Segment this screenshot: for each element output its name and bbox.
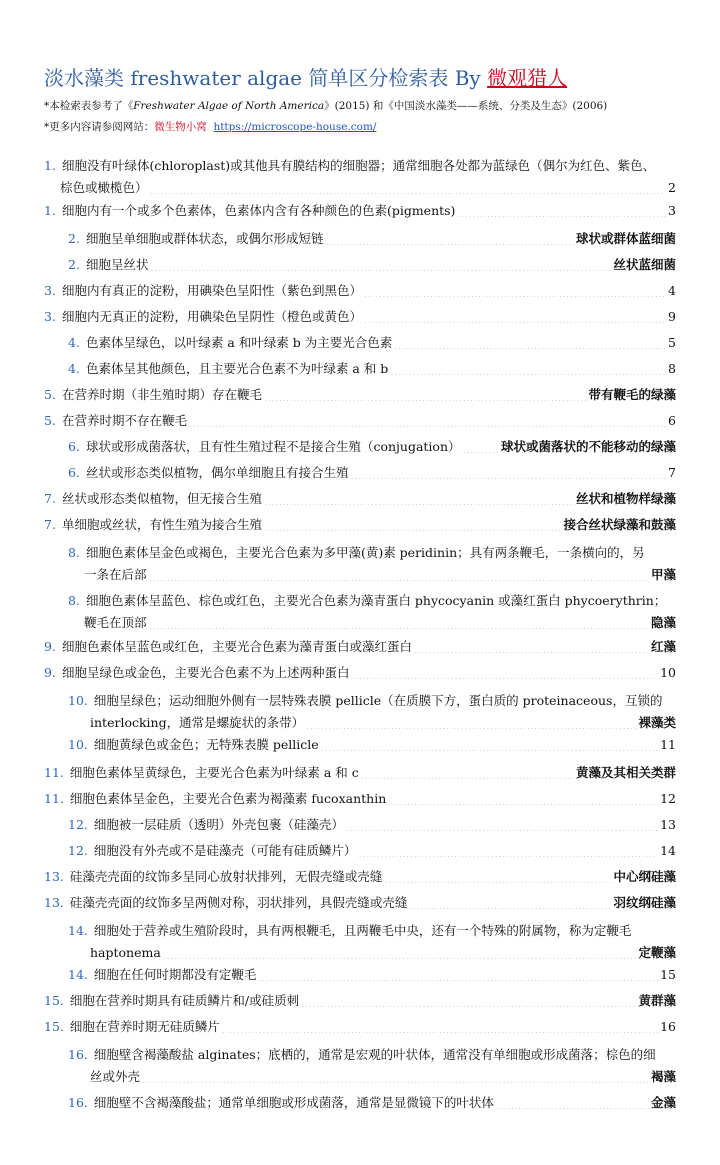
key-entry — [44, 514, 676, 536]
entry-text: 细胞没有叶绿体(chloroplast)或其他具有膜结构的细胞器；通常细胞各处都为蓝绿色（偶尔为红色、紫色、 — [61, 158, 656, 173]
entry-result: 金藻 — [650, 1095, 676, 1110]
entry-text: 细胞壁不含褐藻酸盐；通常单细胞或形成菌落，通常是显微镜下的叶状体 — [93, 1095, 494, 1110]
entry-text: 细胞在营养时期无硅质鳞片 — [69, 1019, 220, 1034]
key-entry — [44, 384, 676, 406]
entry-number: 15. — [44, 993, 64, 1008]
key-entry — [44, 990, 676, 1012]
leader-dots — [150, 180, 667, 194]
leader-dots — [301, 993, 636, 1007]
leader-dots — [384, 869, 611, 883]
leader-dots — [364, 309, 666, 323]
key-entry — [68, 542, 676, 586]
entry-result[interactable]: 15 — [660, 967, 676, 982]
entry-result[interactable]: 3 — [668, 203, 676, 218]
leader-dots — [142, 1069, 649, 1083]
entry-text: 色素体呈绿色，以叶绿素 a 和叶绿素 b 为主要光合色素 — [85, 335, 393, 350]
entry-number: 13. — [44, 895, 64, 910]
key-entry — [44, 866, 676, 888]
entry-text-continued: 丝或外壳 — [90, 1069, 141, 1084]
entry-text: 细胞色素体呈金色，主要光合色素为褐藻素 fucoxanthin — [69, 791, 387, 806]
leader-dots — [150, 257, 611, 271]
key-entry — [68, 964, 676, 986]
key-entry — [68, 590, 676, 634]
entry-number: 11. — [44, 765, 64, 780]
author-brand-link[interactable]: 微观猎人 — [487, 66, 568, 90]
entry-result[interactable]: 7 — [668, 465, 676, 480]
entry-text: 细胞在营养时期具有硅质鳞片和/或硅质刺 — [69, 993, 300, 1008]
key-entry — [44, 410, 676, 432]
key-entry — [68, 920, 676, 964]
entry-text: 单细胞或丝状，有性生殖为接合生殖 — [61, 517, 262, 532]
key-entry — [68, 462, 676, 484]
entry-result: 球状或群体蓝细菌 — [575, 231, 676, 246]
entry-text: 细胞没有外壳或不是硅藻壳（可能有硅质鳞片） — [93, 843, 357, 858]
entry-result[interactable]: 4 — [668, 283, 676, 298]
title-text: 淡水藻类 freshwater algae 简单区分检索表 By — [44, 66, 488, 90]
entry-number: 8. — [68, 545, 80, 560]
key-entry — [68, 814, 676, 836]
entry-number: 6. — [68, 439, 80, 454]
entry-text: 丝状或形态类似植物，偶尔单细胞且有接合生殖 — [85, 465, 349, 480]
leader-dots — [258, 967, 658, 981]
reference-note: *本检索表参考了《Freshwater Algae of North America》(2015) 和《中国淡水藻类——系统、分类及生态》(2006) — [44, 100, 608, 112]
leader-dots — [394, 335, 666, 349]
entry-result: 球状或菌落状的不能移动的绿藻 — [500, 439, 676, 454]
leader-dots — [364, 283, 666, 297]
entry-text: 在营养时期不存在鞭毛 — [61, 413, 187, 428]
leader-dots — [351, 665, 658, 679]
entry-number: 4. — [68, 335, 80, 350]
key-entry — [68, 332, 676, 354]
entry-result: 黄群藻 — [638, 993, 676, 1008]
entry-text: 细胞内有一个或多个色素体，色素体内含有各种颜色的色素(pigments) — [61, 203, 456, 218]
entry-number: 1. — [44, 158, 56, 173]
entry-text: 硅藻壳壳面的纹饰多呈两侧对称，羽状排列，具假壳缝或壳缝 — [69, 895, 408, 910]
entry-text-continued: 棕色或橄榄色） — [60, 180, 148, 195]
leader-dots — [409, 895, 611, 909]
key-entry — [44, 662, 676, 684]
entry-number: 1. — [44, 203, 56, 218]
entry-text: 细胞黄绿色或金色；无特殊表膜 pellicle — [93, 737, 319, 752]
entry-number: 2. — [68, 231, 80, 246]
entry-number: 16. — [68, 1047, 88, 1062]
entry-text: 细胞色素体呈蓝色、棕色或红色，主要光合色素为藻青蛋白 phycocyanin 或藻红蛋白 phycoerythrin； — [85, 593, 667, 608]
leader-dots — [163, 945, 637, 959]
entry-text-continued: 鞭毛在顶部 — [84, 615, 147, 630]
entry-result[interactable]: 5 — [668, 335, 676, 350]
leader-dots — [346, 817, 658, 831]
key-entry — [44, 788, 676, 810]
entry-text: 球状或形成菌落状，且有性生殖过程不是接合生殖（conjugation） — [85, 439, 461, 454]
entry-number: 3. — [44, 309, 56, 324]
entry-text: 细胞呈丝状 — [85, 257, 149, 272]
entry-result[interactable]: 11 — [660, 737, 676, 752]
entry-number: 8. — [68, 593, 80, 608]
leader-dots — [496, 1095, 649, 1109]
key-entry — [68, 840, 676, 862]
entry-result: 羽纹纲硅藻 — [613, 895, 676, 910]
entry-number: 13. — [44, 869, 64, 884]
entry-result[interactable]: 14 — [660, 843, 676, 858]
entry-text: 丝状或形态类似植物，但无接合生殖 — [61, 491, 262, 506]
key-entry — [44, 892, 676, 914]
key-entry — [44, 200, 676, 222]
entry-result: 中心纲硅藻 — [613, 869, 676, 884]
entry-text: 细胞在任何时期都没有定鞭毛 — [93, 967, 257, 982]
page-title — [44, 62, 567, 91]
entry-number: 14. — [68, 923, 88, 938]
leader-dots — [264, 491, 574, 505]
entry-text: 细胞呈绿色；运动细胞外侧有一层特殊表膜 pellicle（在质膜下方，蛋白质的 proteinaceous，互锁的 — [93, 693, 663, 708]
entry-text: 细胞处于营养或生殖阶段时，具有两根鞭毛，且两鞭毛中央，还有一个特殊的附属物，称为定鞭毛 — [93, 923, 632, 938]
entry-result: 带有鞭毛的绿藻 — [588, 387, 676, 402]
entry-text: 细胞呈绿色或金色，主要光合色素不为上述两种蛋白 — [61, 665, 350, 680]
entry-result: 丝状蓝细菌 — [613, 257, 676, 272]
key-entry — [68, 228, 676, 250]
entry-number: 10. — [68, 737, 88, 752]
leader-dots — [414, 639, 649, 653]
entry-number: 5. — [44, 413, 56, 428]
entry-result: 甲藻 — [650, 567, 676, 582]
entry-result[interactable]: 6 — [668, 413, 676, 428]
leader-dots — [222, 1019, 658, 1033]
entry-result[interactable]: 2 — [668, 180, 676, 195]
entry-result: 红藻 — [650, 639, 676, 654]
entry-text: 细胞壁含褐藻酸盐 alginates；底栖的，通常是宏观的叶状体，通常没有单细胞或形成菌落；棕色的细 — [93, 1047, 656, 1062]
entry-result[interactable]: 12 — [660, 791, 676, 806]
key-entry — [68, 436, 676, 458]
key-entry — [68, 690, 676, 734]
entry-number: 11. — [44, 791, 64, 806]
entry-result: 定鞭藻 — [638, 945, 676, 960]
entry-result[interactable]: 13 — [660, 817, 676, 832]
entry-text: 细胞被一层硅质（透明）外壳包裹（硅藻壳） — [93, 817, 344, 832]
entry-number: 10. — [68, 693, 88, 708]
key-entry — [44, 762, 676, 784]
key-entry — [44, 306, 676, 328]
entry-number: 4. — [68, 361, 80, 376]
entry-text: 细胞内有真正的淀粉，用碘染色呈阳性（紫色到黑色） — [61, 283, 362, 298]
key-entry — [44, 636, 676, 658]
entry-result[interactable]: 10 — [660, 665, 676, 680]
entry-text: 细胞色素体呈黄绿色，主要光合色素为叶绿素 a 和 c — [69, 765, 359, 780]
entry-number: 3. — [44, 283, 56, 298]
book-title: Freshwater Algae of North America — [133, 100, 325, 112]
leader-dots — [149, 567, 649, 581]
leader-dots — [321, 737, 658, 751]
entry-result: 褐藻 — [650, 1069, 676, 1084]
site-url-link[interactable]: https://microscope-house.com/ — [213, 121, 377, 133]
entry-text: 色素体呈其他颜色，且主要光合色素不为叶绿素 a 和 b — [85, 361, 389, 376]
entry-result: 隐藻 — [650, 615, 676, 630]
key-entry — [44, 488, 676, 510]
entry-number: 7. — [44, 491, 56, 506]
entry-text: 在营养时期（非生殖时期）存在鞭毛 — [61, 387, 262, 402]
entry-number: 6. — [68, 465, 80, 480]
entry-text: 细胞色素体呈金色或褐色，主要光合色素为多甲藻(黄)素 peridinin；具有两条鞭毛，一条横向的，另 — [85, 545, 645, 560]
key-entry — [68, 358, 676, 380]
entry-number: 7. — [44, 517, 56, 532]
leader-dots — [189, 413, 666, 427]
leader-dots — [388, 791, 658, 805]
entry-text-continued: interlocking，通常是螺旋状的条带） — [90, 715, 305, 730]
key-entry — [68, 254, 676, 276]
leader-dots — [361, 765, 574, 779]
entry-text: 硅藻壳壳面的纹饰多呈同心放射状排列，无假壳缝或壳缝 — [69, 869, 383, 884]
entry-text: 细胞呈单细胞或群体状态，或偶尔形成短链 — [85, 231, 324, 246]
site-name: 微生物小窝 — [154, 121, 207, 133]
website-note: *更多内容请参阅网站：微生物小窝 https://microscope-house.com/ — [44, 121, 377, 133]
leader-dots — [358, 843, 658, 857]
entry-text: 细胞内无真正的淀粉，用碘染色呈阴性（橙色或黄色） — [61, 309, 362, 324]
leader-dots — [390, 361, 666, 375]
leader-dots — [325, 231, 574, 245]
leader-dots — [306, 715, 636, 729]
entry-result: 裸藻类 — [638, 715, 676, 730]
entry-number: 14. — [68, 967, 88, 982]
entry-result[interactable]: 8 — [668, 361, 676, 376]
entry-number: 12. — [68, 817, 88, 832]
entry-text-continued: haptonema — [90, 945, 161, 960]
entry-number: 9. — [44, 639, 56, 654]
key-entry — [68, 1092, 676, 1114]
key-entry — [44, 280, 676, 302]
entry-result: 丝状和植物样绿藻 — [575, 491, 676, 506]
entry-number: 9. — [44, 665, 56, 680]
entry-result[interactable]: 16 — [660, 1019, 676, 1034]
key-entry — [44, 155, 676, 199]
entry-number: 16. — [68, 1095, 88, 1110]
entry-text-continued: 一条在后部 — [84, 567, 147, 582]
entry-result[interactable]: 9 — [668, 309, 676, 324]
leader-dots — [264, 517, 562, 531]
entry-number: 2. — [68, 257, 80, 272]
entry-result: 接合丝状绿藻和鼓藻 — [563, 517, 676, 532]
leader-dots — [463, 439, 499, 453]
entry-number: 15. — [44, 1019, 64, 1034]
key-entry — [44, 1016, 676, 1038]
leader-dots — [264, 387, 587, 401]
key-entry — [68, 734, 676, 756]
key-entry — [68, 1044, 676, 1088]
entry-result: 黄藻及其相关类群 — [575, 765, 676, 780]
leader-dots — [350, 465, 666, 479]
leader-dots — [149, 615, 649, 629]
entry-number: 5. — [44, 387, 56, 402]
leader-dots — [457, 203, 666, 217]
entry-text: 细胞色素体呈蓝色或红色，主要光合色素为藻青蛋白或藻红蛋白 — [61, 639, 412, 654]
entry-number: 12. — [68, 843, 88, 858]
